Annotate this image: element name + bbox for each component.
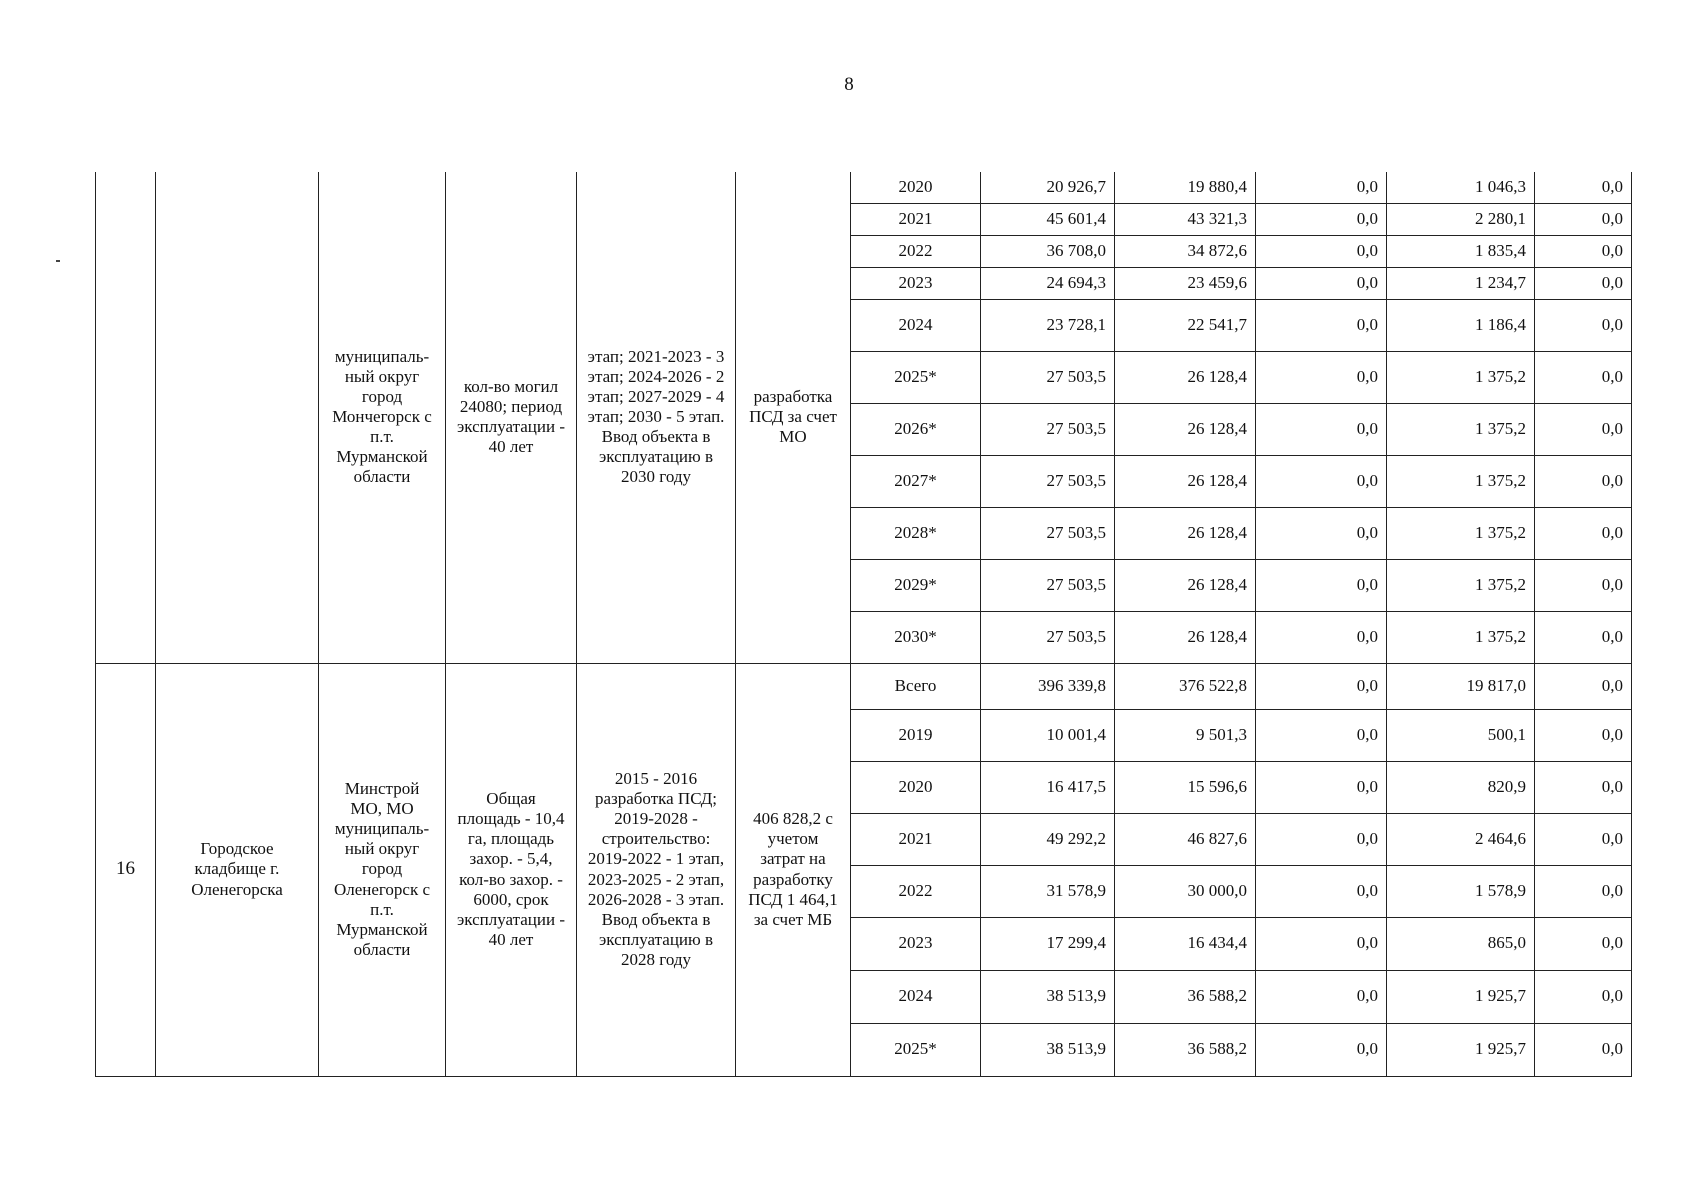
total-amount-cell: 27 503,5 [981,559,1115,611]
regional-budget-cell: 0,0 [1256,663,1387,709]
schedule-cell: 2015 - 2016 разработка ПСД; 2019-2028 - строительство: 2019-2022 - 1 этап, 2023-2025 - 2 этап, 2026-2028 - 3 этап. Ввод объекта в эксплуатацию в 2028 году [577,663,736,1076]
year-cell: 2019 [851,709,981,761]
estimated-cost-cell: разработка ПСД за счет МО [736,172,851,663]
total-amount-cell: 27 503,5 [981,611,1115,663]
federal-budget-cell: 23 459,6 [1115,267,1256,299]
table-row [96,172,1632,203]
other-sources-cell: 0,0 [1535,559,1632,611]
regional-budget-cell: 0,0 [1256,865,1387,917]
other-sources-cell: 0,0 [1535,172,1632,203]
federal-budget-cell: 26 128,4 [1115,559,1256,611]
total-amount-cell: 17 299,4 [981,917,1115,970]
municipal-budget-cell: 1 234,7 [1387,267,1535,299]
municipal-budget-cell: 2 280,1 [1387,203,1535,235]
total-amount-cell: 36 708,0 [981,235,1115,267]
federal-budget-cell: 36 588,2 [1115,970,1256,1023]
regional-budget-cell: 0,0 [1256,917,1387,970]
index-cell [96,172,156,663]
total-amount-cell: 23 728,1 [981,299,1115,351]
other-sources-cell: 0,0 [1535,611,1632,663]
year-cell: 2020 [851,172,981,203]
federal-budget-cell: 26 128,4 [1115,351,1256,403]
year-cell: 2022 [851,865,981,917]
regional-budget-cell: 0,0 [1256,709,1387,761]
regional-budget-cell: 0,0 [1256,172,1387,203]
regional-budget-cell: 0,0 [1256,970,1387,1023]
total-amount-cell: 24 694,3 [981,267,1115,299]
organization-cell: муниципаль-ный округ город Мончегорск с п.т. Мурманской области [319,172,446,663]
federal-budget-cell: 26 128,4 [1115,507,1256,559]
other-sources-cell: 0,0 [1535,351,1632,403]
total-amount-cell: 27 503,5 [981,455,1115,507]
schedule-cell: этап; 2021-2023 - 3 этап; 2024-2026 - 2 этап; 2027-2029 - 4 этап; 2030 - 5 этап. Ввод объекта в эксплуатацию в 2030 году [577,172,736,663]
year-cell: 2023 [851,267,981,299]
federal-budget-cell: 46 827,6 [1115,813,1256,865]
total-amount-cell: 38 513,9 [981,1023,1115,1076]
federal-budget-cell: 9 501,3 [1115,709,1256,761]
municipal-budget-cell: 1 925,7 [1387,970,1535,1023]
other-sources-cell: 0,0 [1535,970,1632,1023]
federal-budget-cell: 22 541,7 [1115,299,1256,351]
other-sources-cell: 0,0 [1535,235,1632,267]
scan-mark [56,260,60,262]
object-name-cell: Городское кладбище г. Оленегорска [156,663,319,1076]
other-sources-cell: 0,0 [1535,299,1632,351]
total-amount-cell: 27 503,5 [981,351,1115,403]
other-sources-cell: 0,0 [1535,455,1632,507]
year-cell: 2024 [851,299,981,351]
municipal-budget-cell: 820,9 [1387,761,1535,813]
year-cell: 2021 [851,813,981,865]
total-amount-cell: 31 578,9 [981,865,1115,917]
regional-budget-cell: 0,0 [1256,507,1387,559]
federal-budget-cell: 376 522,8 [1115,663,1256,709]
other-sources-cell: 0,0 [1535,761,1632,813]
year-cell: 2024 [851,970,981,1023]
total-amount-cell: 16 417,5 [981,761,1115,813]
total-amount-cell: 396 339,8 [981,663,1115,709]
table-row [96,663,1632,709]
index-cell: 16 [96,663,156,1076]
municipal-budget-cell: 2 464,6 [1387,813,1535,865]
estimated-cost-cell: 406 828,2 с учетом затрат на разработку ПСД 1 464,1 за счет МБ [736,663,851,1076]
federal-budget-cell: 26 128,4 [1115,403,1256,455]
other-sources-cell: 0,0 [1535,507,1632,559]
regional-budget-cell: 0,0 [1256,1023,1387,1076]
federal-budget-cell: 26 128,4 [1115,611,1256,663]
regional-budget-cell: 0,0 [1256,761,1387,813]
federal-budget-cell: 26 128,4 [1115,455,1256,507]
federal-budget-cell: 15 596,6 [1115,761,1256,813]
page-number: 8 [844,74,854,95]
total-amount-cell: 27 503,5 [981,507,1115,559]
regional-budget-cell: 0,0 [1256,403,1387,455]
financing-table [95,172,1632,1077]
municipal-budget-cell: 1 375,2 [1387,611,1535,663]
regional-budget-cell: 0,0 [1256,559,1387,611]
year-cell: 2025* [851,351,981,403]
year-cell: 2020 [851,761,981,813]
municipal-budget-cell: 865,0 [1387,917,1535,970]
table-body [96,172,1632,1076]
regional-budget-cell: 0,0 [1256,611,1387,663]
municipal-budget-cell: 1 186,4 [1387,299,1535,351]
federal-budget-cell: 43 321,3 [1115,203,1256,235]
other-sources-cell: 0,0 [1535,1023,1632,1076]
year-cell: Всего [851,663,981,709]
municipal-budget-cell: 1 375,2 [1387,507,1535,559]
other-sources-cell: 0,0 [1535,663,1632,709]
year-cell: 2021 [851,203,981,235]
other-sources-cell: 0,0 [1535,267,1632,299]
object-name-cell [156,172,319,663]
federal-budget-cell: 30 000,0 [1115,865,1256,917]
other-sources-cell: 0,0 [1535,709,1632,761]
capacity-cell: Общая площадь - 10,4 га, площадь захор. - 5,4, кол-во захор. - 6000, срок эксплуатации - 40 лет [446,663,577,1076]
municipal-budget-cell: 1 578,9 [1387,865,1535,917]
municipal-budget-cell: 1 375,2 [1387,351,1535,403]
year-cell: 2028* [851,507,981,559]
year-cell: 2022 [851,235,981,267]
other-sources-cell: 0,0 [1535,403,1632,455]
other-sources-cell: 0,0 [1535,917,1632,970]
year-cell: 2025* [851,1023,981,1076]
municipal-budget-cell: 19 817,0 [1387,663,1535,709]
capacity-cell: кол-во могил 24080; период эксплуатации - 40 лет [446,172,577,663]
other-sources-cell: 0,0 [1535,813,1632,865]
municipal-budget-cell: 1 375,2 [1387,455,1535,507]
municipal-budget-cell: 1 375,2 [1387,403,1535,455]
regional-budget-cell: 0,0 [1256,813,1387,865]
federal-budget-cell: 19 880,4 [1115,172,1256,203]
year-cell: 2026* [851,403,981,455]
year-cell: 2030* [851,611,981,663]
regional-budget-cell: 0,0 [1256,455,1387,507]
total-amount-cell: 27 503,5 [981,403,1115,455]
total-amount-cell: 10 001,4 [981,709,1115,761]
other-sources-cell: 0,0 [1535,203,1632,235]
regional-budget-cell: 0,0 [1256,351,1387,403]
total-amount-cell: 38 513,9 [981,970,1115,1023]
total-amount-cell: 45 601,4 [981,203,1115,235]
year-cell: 2027* [851,455,981,507]
other-sources-cell: 0,0 [1535,865,1632,917]
regional-budget-cell: 0,0 [1256,203,1387,235]
regional-budget-cell: 0,0 [1256,267,1387,299]
year-cell: 2029* [851,559,981,611]
federal-budget-cell: 34 872,6 [1115,235,1256,267]
municipal-budget-cell: 1 835,4 [1387,235,1535,267]
municipal-budget-cell: 500,1 [1387,709,1535,761]
total-amount-cell: 49 292,2 [981,813,1115,865]
municipal-budget-cell: 1 925,7 [1387,1023,1535,1076]
federal-budget-cell: 36 588,2 [1115,1023,1256,1076]
municipal-budget-cell: 1 375,2 [1387,559,1535,611]
year-cell: 2023 [851,917,981,970]
municipal-budget-cell: 1 046,3 [1387,172,1535,203]
regional-budget-cell: 0,0 [1256,299,1387,351]
federal-budget-cell: 16 434,4 [1115,917,1256,970]
total-amount-cell: 20 926,7 [981,172,1115,203]
regional-budget-cell: 0,0 [1256,235,1387,267]
organization-cell: Минстрой МО, МО муниципаль-ный округ город Оленегорск с п.т. Мурманской области [319,663,446,1076]
